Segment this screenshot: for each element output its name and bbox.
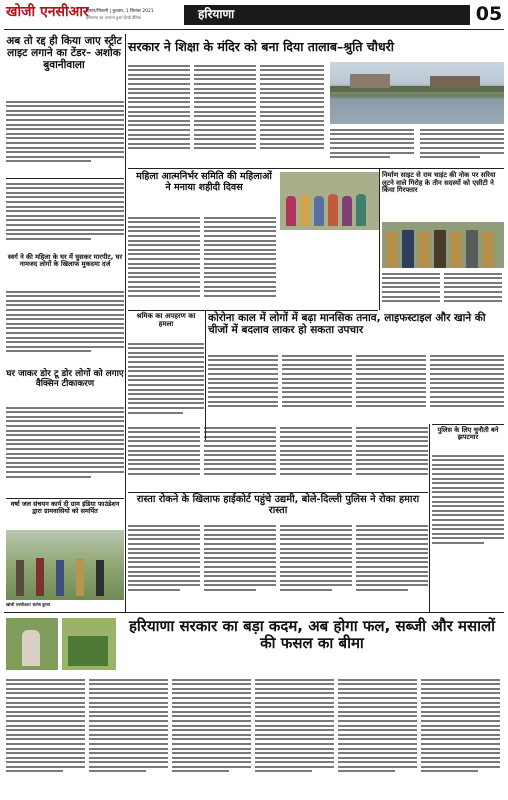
story-plantation-body [128,424,428,490]
story-streetlight-headline: अब तो रद्द ही किया जाए स्ट्रीट लाइट लगाने का टेंडर– अशोक बुवानीवाला [6,35,122,71]
police-group-photo [382,222,504,268]
section-title: हरियाणा [198,7,235,21]
story-labour-body [6,288,124,368]
section-banner [184,5,470,25]
story-women-body [128,214,278,310]
story-corona-body [208,352,504,422]
story-construction-headline: निर्माण साइट से राम चाइंट की नोक पर सरिया लूटने वाले गिरोह के तीन सदस्यों को एसीटी ने किया गिरफ्तार [382,171,496,195]
story-police-headline: पुलिस के लिए चुनौती बने झपटमार [437,426,499,442]
story-shramik-headline: श्रमिक का अपहरण का हमला [136,312,196,328]
women-photo [280,172,380,230]
story-construction-body [382,270,504,310]
story-vaccine-headline: घर जाकर डोर टू डोर लोगों को लगाए वैक्सिन टीकाकरण [6,369,124,389]
story-vaccine-body [6,404,124,496]
plantation-photo [6,530,124,600]
story-lead-headline: सरकार ने शिक्षा के मंदिर को बना दिया तालाब–श्रुति चौधरी [128,39,395,54]
story-crops-body [6,676,504,796]
story-plantation-headline: वर्षा जल संचयन कार्य दी ग्राम इंडिया फाउंडेशन द्वारा ग्रामवासियों को समर्पित [10,500,120,516]
story-crops-headline: हरियाणा सरकार का बड़ा कदम, अब होगा फल, सब्जी और मसालों की फसल का बीमा [128,617,496,652]
plantation-photo-caption: खोजी एनसीआर/ संतोष कुमार [6,602,51,607]
story-police-body [432,452,504,576]
story-labour-headline: स्वर्ग ने की महिला के घर में घुसकर मारपीट, घर नामजद लोगों के खिलाफ मुकदमा दर्ज [7,253,123,269]
story-streetlight-body [6,98,124,176]
waterlogged-photo-caption-right [420,126,504,166]
left-story-2-body [6,180,124,254]
waterlogged-photo-caption-left [330,126,414,166]
masthead-subline2: हरियाणा का उभरता हुआ हिन्दी दैनिक [86,15,141,20]
story-corona-headline: कोरोना काल में लोगों में बढ़ा मानसिक तनाव, लाइफस्टाइल और खाने की चीजों में बदलाव लाकर हो सकता उपचार [208,312,486,336]
story-highcourt-body [128,522,428,608]
farmer-photo-1 [6,618,58,670]
story-lead-body [128,62,328,166]
story-highcourt-headline: रास्ता रोकने के खिलाफ हाईकोर्ट पहुंचे उद्यमी, बोले-दिल्ली पुलिस ने रोका हमारा रास्ता [136,494,420,516]
farmer-photo-2 [62,618,116,670]
masthead [0,0,508,34]
page-number: 05 [475,3,503,25]
story-women-headline: महिला आत्मनिर्भर समिति की महिलाओं ने मनाया शहीदी दिवस [136,171,272,193]
paper-name: खोजी एनसीआर [6,4,89,20]
masthead-subline: हिसार/भिवानी | बुधवार, 1 सितंबर 2021 [86,9,154,14]
waterlogged-school-photo [330,62,504,124]
